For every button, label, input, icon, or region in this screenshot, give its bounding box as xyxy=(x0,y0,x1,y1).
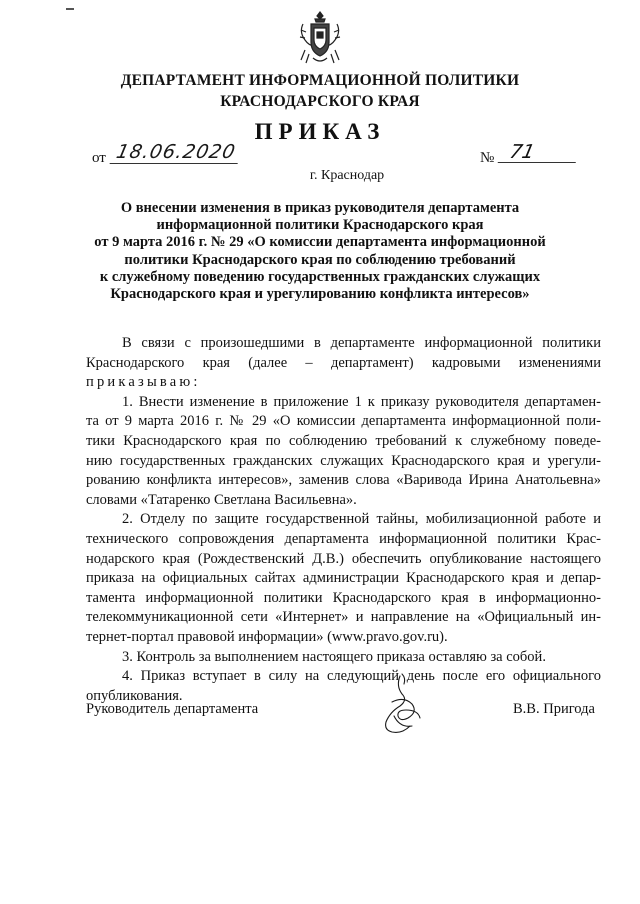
body-line: словами «Татаренко Светлана Васильевна». xyxy=(86,491,357,508)
signatory-name: В.В. Пригода xyxy=(513,701,595,717)
signature-icon xyxy=(372,672,432,742)
body-line: 3. Контроль за выполнением настоящего приказа оставляю за собой. xyxy=(122,648,546,665)
coat-of-arms-icon xyxy=(297,10,343,68)
body-line: та от 9 марта 2016 г. № 29 «О комиссии департамента информационной поли- xyxy=(86,413,601,430)
number-value-handwritten: 71 xyxy=(498,141,581,163)
body-line: 2. Отделу по защите государственной тайны, мобилизационной работе и xyxy=(122,511,601,528)
body-line: приказа на официальных сайтах администрации Краснодарского края и депар- xyxy=(86,570,601,587)
body-line: 4. Приказ вступает в силу на следующий день после его официального xyxy=(122,668,601,685)
subject-line: политики Краснодарского края по соблюдению требований xyxy=(124,251,516,268)
body-line: 1. Внести изменение в приложение 1 к приказу руководителя департамен- xyxy=(122,393,601,410)
date-label: от xyxy=(92,150,106,166)
subject-line: к служебному поведению государственных гражданских служащих xyxy=(99,268,541,285)
document-title: ПРИКАЗ xyxy=(254,119,386,144)
body-line: технического сопровождения департамента информационной политики Крас- xyxy=(86,530,601,547)
body-line: В связи с произошедшими в департаменте информационной политики xyxy=(122,335,601,351)
subject-line: Краснодарского края и урегулированию конфликта интересов» xyxy=(110,286,530,303)
body-line: Краснодарского края (далее – департамент) кадровыми изменениями xyxy=(86,354,601,371)
order-subject xyxy=(70,200,570,303)
department-name xyxy=(0,70,640,112)
body-line: тамента информационной политики Краснодарского края в информационно- xyxy=(86,589,601,606)
body-line: тернет-портал правовой информации» (www.pravo.gov.ru). xyxy=(86,628,448,645)
body-line: нию государственных гражданских служащих Краснодарского края и урегули- xyxy=(86,452,601,469)
subject-line: информационной политики Краснодарского края xyxy=(156,217,484,234)
number-label: № xyxy=(480,150,495,166)
subject-line: от 9 марта 2016 г. № 29 «О комиссии департамента информационной xyxy=(94,234,546,251)
department-line-2: КРАСНОДАРСКОГО КРАЯ xyxy=(220,93,420,110)
signatory-position: Руководитель департамента xyxy=(86,701,259,717)
date-value-handwritten: 18.06.2020 xyxy=(110,141,243,164)
subject-line: О внесении изменения в приказ руководителя департамента xyxy=(120,200,520,216)
body-line-resolution: приказываю: xyxy=(86,374,201,391)
body-line: нодарского края (Рождественский Д.В.) обеспечить опубликование настоящего xyxy=(86,550,601,567)
body-line: тики Краснодарского края по соблюдению требований к служебному поведе- xyxy=(86,432,601,449)
department-line-1: ДЕПАРТАМЕНТ ИНФОРМАЦИОННОЙ ПОЛИТИКИ xyxy=(120,72,520,89)
scan-mark xyxy=(66,8,74,10)
body-line: телекоммуникационной сети «Интернет» и направление на «Официальный ин- xyxy=(86,609,601,626)
body-line: рованию конфликта интересов», заменив слова «Варивода Ирина Анатольевна» xyxy=(86,472,601,489)
order-body xyxy=(86,334,601,706)
body-line: опубликования. xyxy=(86,687,183,704)
city: г. Краснодар xyxy=(309,168,385,183)
